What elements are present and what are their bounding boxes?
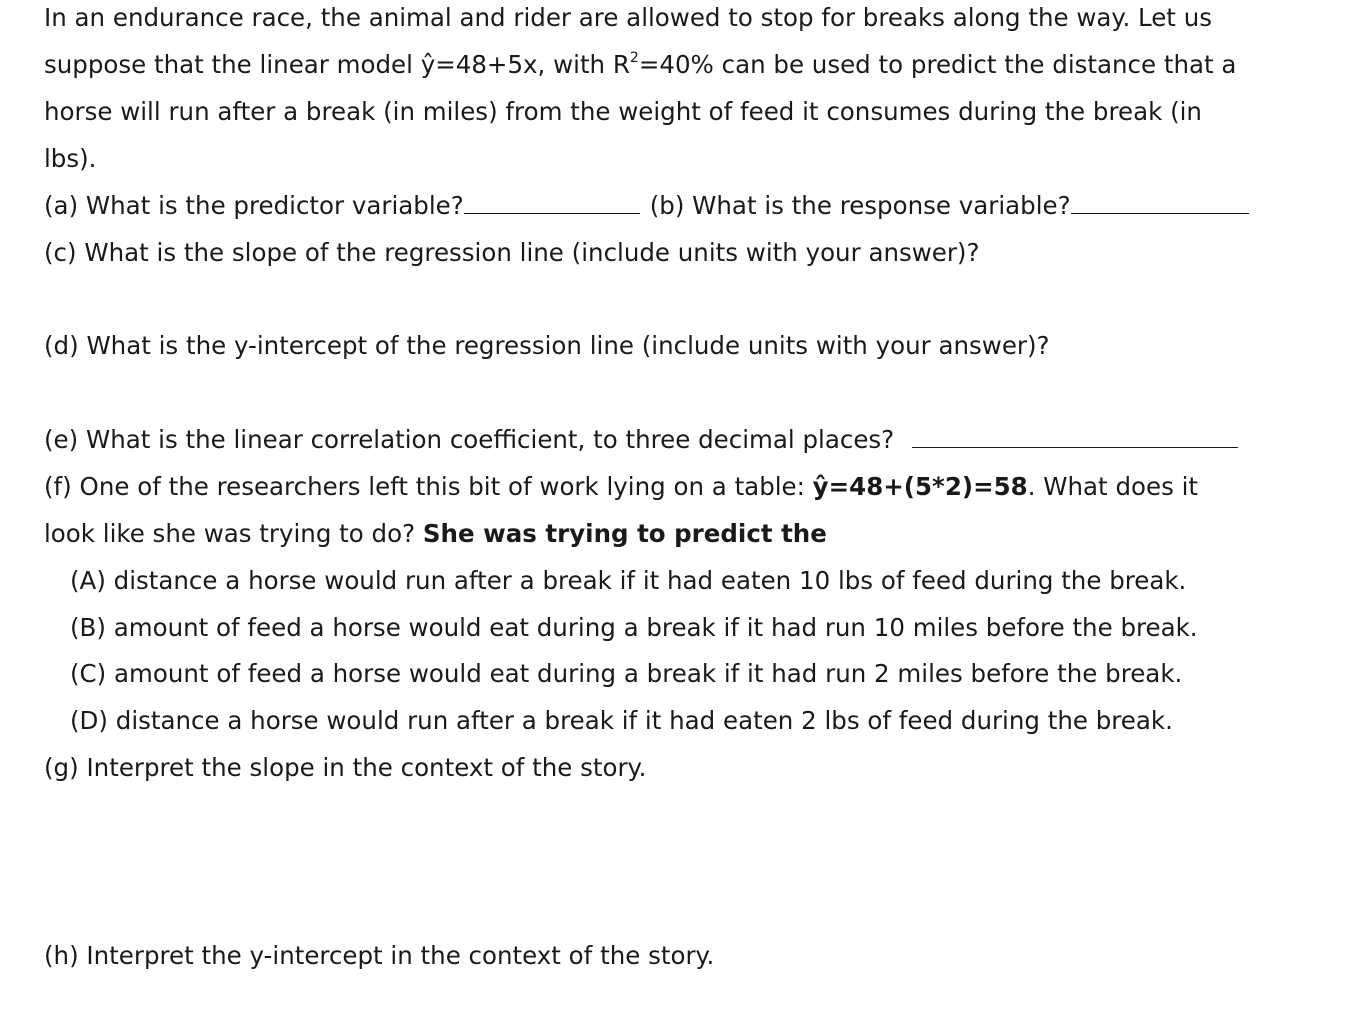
question-a: (a) What is the predictor variable?	[44, 191, 464, 220]
question-b: (b) What is the response variable?	[649, 191, 1071, 220]
question-f-line-1	[44, 471, 1198, 503]
intro-line-2	[44, 49, 1236, 81]
answer-blank-e[interactable]	[912, 425, 1238, 448]
question-f-line-2	[44, 518, 827, 550]
answer-blank-b[interactable]	[1071, 191, 1249, 214]
question-e-row	[44, 424, 1238, 456]
choice-b[interactable]: (B) amount of feed a horse would eat during a break if it had run 10 miles before the break.	[70, 613, 1198, 642]
question-e: (e) What is the linear correlation coefficient, to three decimal places?	[44, 425, 895, 454]
intro-line-2-start: suppose that the linear model ŷ=48+5x, with R	[44, 50, 630, 79]
intro-line-1: In an endurance race, the animal and rider are allowed to stop for breaks along the way. Let us	[44, 3, 1212, 32]
answer-blank-a[interactable]	[464, 191, 640, 214]
question-a-b-row	[44, 190, 1249, 222]
question-f-text-end: . What does it	[1027, 472, 1199, 501]
question-g: (g) Interpret the slope in the context of the story.	[44, 753, 647, 782]
question-f-equation: ŷ=48+(5*2)=58	[812, 472, 1028, 501]
question-h: (h) Interpret the y-intercept in the context of the story.	[44, 941, 715, 970]
question-f-prompt: look like she was trying to do?	[44, 519, 423, 548]
question-f-text: (f) One of the researchers left this bit of work lying on a table:	[44, 472, 813, 501]
choice-d[interactable]: (D) distance a horse would run after a break if it had eaten 2 lbs of feed during the break.	[70, 706, 1173, 735]
question-f-stem: She was trying to predict the	[422, 519, 827, 548]
question-d: (d) What is the y-intercept of the regression line (include units with your answer)?	[44, 331, 1050, 360]
intro-line-3: horse will run after a break (in miles) from the weight of feed it consumes during the break (in	[44, 97, 1202, 126]
intro-line-2-end: =40% can be used to predict the distance that a	[638, 50, 1237, 79]
intro-line-4: lbs).	[44, 144, 97, 173]
r-squared-exponent: 2	[629, 50, 639, 66]
choice-c[interactable]: (C) amount of feed a horse would eat during a break if it had run 2 miles before the break.	[70, 659, 1183, 688]
question-c: (c) What is the slope of the regression line (include units with your answer)?	[44, 238, 980, 267]
choice-a[interactable]: (A) distance a horse would run after a break if it had eaten 10 lbs of feed during the break.	[70, 566, 1187, 595]
